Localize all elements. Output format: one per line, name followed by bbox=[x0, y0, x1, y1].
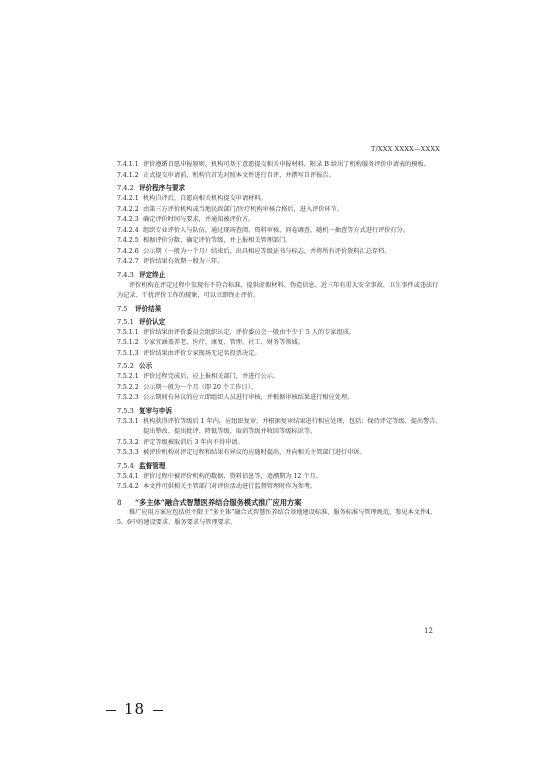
clause-number: 7.5.2.2 bbox=[117, 383, 139, 391]
clause-number: 7.4.2.3 bbox=[117, 216, 139, 223]
clause-number: 7.4.1.1 bbox=[117, 161, 139, 168]
footer-page-label bbox=[98, 700, 171, 718]
clause-paragraph bbox=[117, 257, 442, 268]
document-code: T/XXX XXXX—XXXX bbox=[371, 145, 440, 153]
clause-number: 7.5.1.2 bbox=[117, 339, 139, 346]
section-number: 7.4.2 bbox=[117, 184, 134, 192]
section-heading bbox=[117, 317, 442, 328]
body-paragraph: 推广应用方案应包括但不限于“多主体”融合式智慧医养结合基地建设标准、服务标准与管理规范，参见本文件4、5、6中的建设要求、服务要求与管理要求。 bbox=[117, 508, 437, 526]
clause-paragraph bbox=[117, 482, 442, 493]
clause-text: 专家宜涵盖养老、医疗、康复、管理、社工、财务等领域。 bbox=[143, 339, 304, 346]
clause-paragraph bbox=[117, 338, 442, 349]
clause-paragraph bbox=[117, 438, 442, 449]
clause-text: 评价结果由评价委员会组织认定，评价委员会一般由不少于 5 人的专家组成。 bbox=[143, 328, 356, 336]
clause-paragraph bbox=[117, 349, 442, 360]
section-heading bbox=[117, 270, 442, 281]
footer-page-number: 18 bbox=[124, 700, 146, 718]
section-title: 监督管理 bbox=[139, 461, 166, 470]
clause-paragraph bbox=[117, 328, 442, 339]
clause-number: 7.4.1.2 bbox=[117, 171, 139, 179]
section-number: 7.5 bbox=[117, 304, 128, 313]
section-title: 评价结果 bbox=[135, 304, 162, 313]
clause-text: 评价结果由评价专家现场无记名投票决定。 bbox=[143, 349, 261, 357]
clause-number: 7.4.2.1 bbox=[117, 195, 139, 202]
clause-paragraph bbox=[117, 194, 442, 205]
clause-text: 评价遵循自愿申报原则，机构可基于意愿提交相关申报材料。附录 B 给出了机构服务评价申请表的模板。 bbox=[143, 161, 430, 168]
clause-number: 7.5.4.2 bbox=[117, 483, 139, 490]
section-heading bbox=[117, 304, 442, 315]
clause-number: 7.4.2.4 bbox=[117, 226, 139, 234]
clause-text: 公示期（一般为一个月）结束后，出具相应等级证书与标志，并将所有评价资料汇总存档。 bbox=[143, 247, 391, 255]
clause-paragraph bbox=[117, 171, 442, 182]
clause-text: 本文件可供相关主管部门对评价活动进行监督管理时作为参考。 bbox=[143, 483, 317, 490]
clause-number: 7.5.4.1 bbox=[117, 472, 139, 480]
clause-number: 7.4.2.6 bbox=[117, 247, 139, 255]
clause-text: 公示期一般为一个月（即 20 个工作日）。 bbox=[143, 383, 257, 391]
section-heading bbox=[117, 361, 442, 372]
clause-paragraph bbox=[117, 247, 442, 258]
clause-number: 7.5.2.3 bbox=[117, 394, 139, 401]
clause-paragraph bbox=[117, 215, 442, 226]
clause-number: 7.4.2.5 bbox=[117, 237, 139, 244]
clause-number: 7.5.2.1 bbox=[117, 373, 139, 380]
clause-number: 7.5.3.1 bbox=[117, 417, 139, 425]
clause-text: 被评价机构对评定过程和结果有异议的应随时提出，并向相关主管部门进行申诉。 bbox=[143, 449, 366, 456]
footer-dash-right bbox=[153, 710, 163, 711]
section-title: 公示 bbox=[139, 362, 153, 370]
clause-number: 7.5.1.3 bbox=[117, 349, 139, 357]
clause-number: 7.4.2.7 bbox=[117, 258, 139, 265]
footer-dash-left bbox=[106, 710, 116, 711]
clause-text: 公示期间有异议的应立即组织人员进行审核，并根据审核结果进行相应处理。 bbox=[143, 394, 354, 401]
section-number: 7.4.3 bbox=[117, 270, 134, 279]
clause-text: 评价过程中被评价机构的数据、资料信息等，追溯期为 12 个月。 bbox=[143, 472, 322, 480]
body-paragraph: 评价机构在评定过程中发现有不符合标准、提供虚假材料、伪造信息、近三年有重大安全事故、卫生事件或违法行为记录、干扰评价工作的现象，可以立即终止评价。 bbox=[117, 281, 439, 299]
section-heading bbox=[117, 406, 442, 417]
clause-paragraph bbox=[117, 205, 442, 216]
section-number: 7.5.1 bbox=[117, 317, 134, 326]
clause-text: 机构自评后，自愿向相关机构提交申请材料。 bbox=[143, 195, 267, 202]
clause-text: 组织专业评价人与队伍，通过现场查阅、资料审核、问卷调查、随机一抽查等方式进行评价打分。 bbox=[143, 226, 410, 234]
clause-text: 机构获得评价等级后 1 年内，应组织复审，并根据复审结果进行相应处理，包括：保持评定等级、提出警告、提出整改、提出批评、降低等级、取消等级并收回等级标识等。 bbox=[143, 417, 442, 435]
section-heading bbox=[117, 497, 442, 508]
clause-paragraph bbox=[117, 472, 442, 483]
section-title: 复审与申诉 bbox=[139, 406, 172, 415]
section-number: 8 bbox=[117, 497, 122, 507]
clause-paragraph bbox=[117, 160, 442, 171]
clause-paragraph bbox=[117, 448, 442, 459]
clause-text: 评价结果有效期一般为三年。 bbox=[143, 258, 224, 265]
clause-number: 7.5.1.1 bbox=[117, 328, 139, 336]
clause-paragraph bbox=[117, 417, 442, 438]
clause-paragraph bbox=[117, 383, 442, 394]
document-body bbox=[117, 160, 442, 529]
section-heading bbox=[117, 461, 442, 472]
clause-text: 正式提交申请前，机构宜首先对照本文件进行自评，并撰写自评报告。 bbox=[143, 171, 335, 179]
section-number: 7.5.3 bbox=[117, 406, 134, 415]
clause-paragraph bbox=[117, 236, 442, 247]
clause-text: 根据评价分数，确定评价等级，并上报相关管理部门。 bbox=[143, 237, 292, 244]
clause-paragraph bbox=[117, 226, 442, 237]
clause-text: 评定等级被取消后 3 年内不得申请。 bbox=[143, 438, 244, 446]
clause-paragraph bbox=[117, 393, 442, 404]
section-number: 7.5.2 bbox=[117, 362, 134, 370]
clause-text: 由第三方评价机构或当地民政部门/医疗机构审核合格后，进入评价环节。 bbox=[143, 205, 344, 213]
section-title: 评价程序与要求 bbox=[139, 184, 186, 192]
section-number: 7.5.4 bbox=[117, 461, 134, 470]
clause-text: 评价过程完成后，应上报相关部门，并进行公示。 bbox=[143, 373, 280, 380]
clause-number: 7.4.2.2 bbox=[117, 205, 139, 213]
page-number: 12 bbox=[424, 627, 433, 635]
clause-number: 7.5.3.2 bbox=[117, 438, 139, 446]
clause-number: 7.5.3.3 bbox=[117, 449, 139, 456]
section-title: 评定终止 bbox=[139, 270, 166, 279]
section-heading bbox=[117, 183, 442, 194]
section-title: 评价认定 bbox=[139, 317, 166, 326]
clause-text: 确定评价时间与要求，并通知被评价方。 bbox=[143, 216, 255, 223]
section-title: “多主体”融合式智慧医养结合服务模式推广应用方案 bbox=[135, 497, 302, 507]
clause-paragraph bbox=[117, 372, 442, 383]
